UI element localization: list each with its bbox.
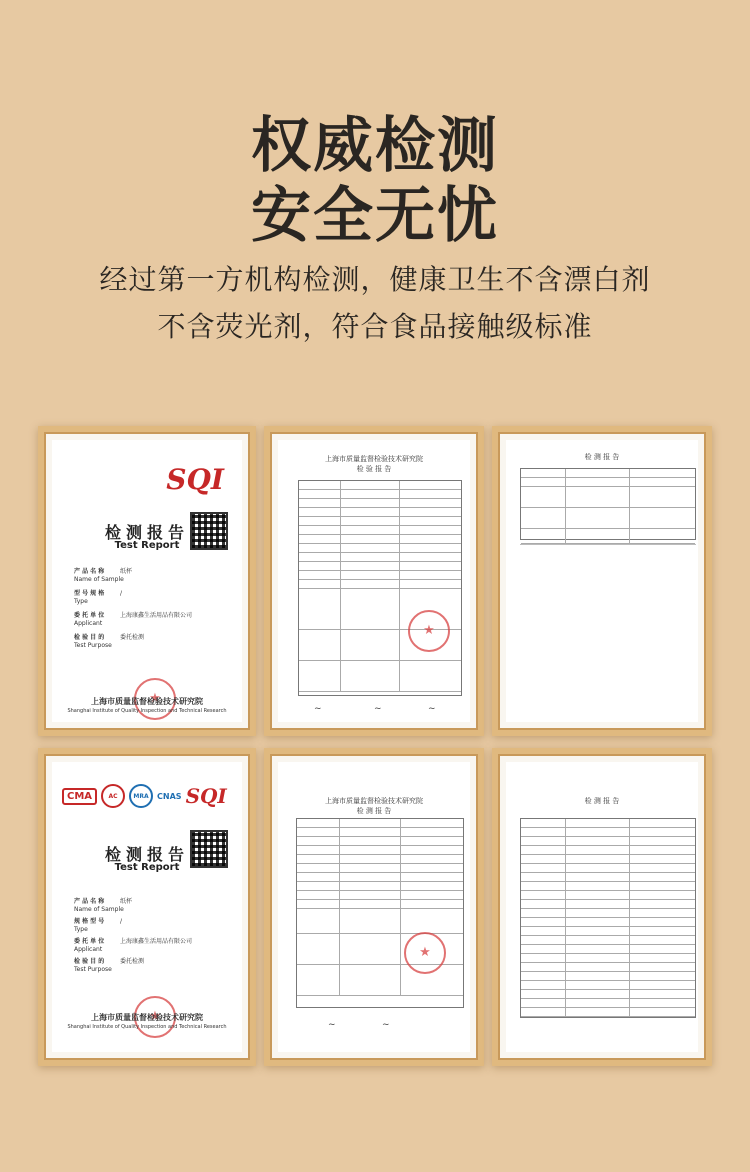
field-sample: 产 品 名 称 纸杯 Name of Sample [74, 898, 133, 913]
sqi-logo: SQI [166, 463, 224, 496]
cert-paper [52, 762, 242, 1052]
signature: ~ [428, 704, 436, 714]
accreditation-logos [62, 784, 227, 808]
field-purpose: 检 验 目 的 委托检测 Test Purpose [74, 958, 145, 973]
report-table [520, 468, 696, 540]
footer-institute-en: Shanghai Institute of Quality Inspection and Technical Research [67, 708, 227, 714]
field-sample: 产 品 名 称 纸杯 Name of Sample [74, 568, 133, 583]
cert-paper [52, 440, 242, 722]
cert-paper [506, 440, 698, 722]
field-applicant: 委 托 单 位 上海康鑫生活用品有限公司 Applicant [74, 938, 193, 953]
divider [520, 544, 696, 545]
signature: ~ [382, 1020, 390, 1030]
doc-header: 检 测 报 告 [584, 797, 620, 805]
field-type: 规 格 型 号 / Type [74, 918, 123, 933]
red-seal-icon [404, 932, 446, 974]
cert-frame-table3 [264, 748, 484, 1066]
report-table [296, 818, 464, 1008]
signature: ~ [328, 1020, 336, 1030]
report-table [520, 818, 696, 1018]
footer-institute-cn: 上海市质量监督检验技术研究院 [91, 1013, 203, 1022]
footer-institute-en: Shanghai Institute of Quality Inspection and Technical Research [67, 1024, 227, 1030]
cert-paper [278, 440, 470, 722]
cal-logo-icon: AC [101, 784, 125, 808]
cert-paper [278, 762, 470, 1052]
cert-frame-cover1 [38, 426, 256, 736]
hero-subtitle-line2: 不含荧光剂，符合食品接触级标准 [157, 310, 593, 343]
cert-frame-table4 [492, 748, 712, 1066]
cert-frame-table2 [492, 426, 712, 736]
cert-frame-cover2 [38, 748, 256, 1066]
doc-header: 上海市质量监督检验技术研究院 [325, 797, 423, 805]
hero-subtitle-line1: 经过第一方机构检测，健康卫生不含漂白剂 [99, 263, 651, 296]
field-type: 型 号 规 格 / Type [74, 590, 123, 605]
doc-subheader: 检 测 报 告 [356, 807, 392, 815]
report-title-en: Test Report [114, 540, 180, 551]
doc-header: 上海市质量监督检验技术研究院 [325, 455, 423, 463]
field-applicant: 委 托 单 位 上海康鑫生活用品有限公司 Applicant [74, 612, 193, 627]
cma-logo: CMA [62, 788, 97, 805]
doc-subheader: 检 验 报 告 [356, 465, 392, 473]
hero-title-line1: 权威检测 [251, 111, 499, 181]
red-seal-icon [408, 610, 450, 652]
report-table [298, 480, 462, 696]
report-title-cn: 检测报告 [104, 523, 189, 542]
report-title-en: Test Report [114, 862, 180, 873]
ilac-logo-icon: MRA [129, 784, 153, 808]
cert-paper [506, 762, 698, 1052]
signature: ~ [314, 704, 322, 714]
doc-header: 检 测 报 告 [584, 453, 620, 461]
field-purpose: 检 验 目 的 委托检测 Test Purpose [74, 634, 145, 649]
cert-frame-table1 [264, 426, 484, 736]
cnas-logo: CNAS [157, 791, 182, 801]
report-title-cn: 检测报告 [104, 845, 189, 864]
hero-title-line2: 安全无忧 [251, 181, 499, 251]
footer-institute-cn: 上海市质量监督检验技术研究院 [91, 697, 203, 706]
sqi-logo: SQI [185, 784, 227, 808]
signature: ~ [374, 704, 382, 714]
